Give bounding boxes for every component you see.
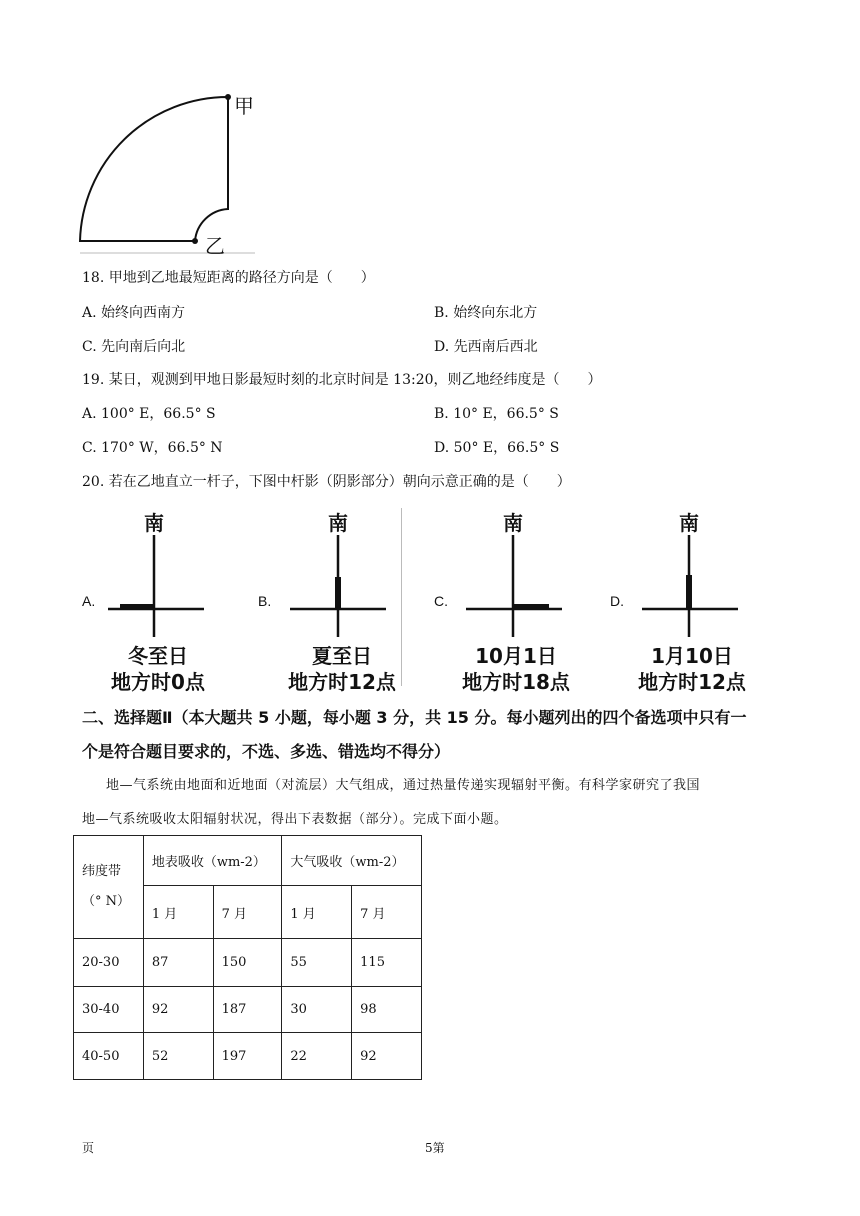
panel-d-south-label: 南 bbox=[679, 511, 699, 535]
panel-d-letter[interactable]: D. bbox=[610, 593, 624, 609]
question-18-option-d[interactable]: D. 先西南后西北 bbox=[434, 339, 538, 355]
panel-b-south-label: 南 bbox=[328, 511, 348, 535]
table-cell: 92 bbox=[352, 1033, 422, 1080]
question-19-option-b[interactable]: B. 10° E，66.5° S bbox=[434, 406, 559, 422]
panel-c-letter[interactable]: C. bbox=[434, 593, 448, 609]
panel-b-shadow bbox=[335, 577, 341, 609]
table-row bbox=[74, 939, 422, 987]
panel-d-caption-time: 地方时12点 bbox=[638, 670, 746, 694]
panel-a-south-label: 南 bbox=[144, 511, 164, 535]
section-2-heading-line2: 个是符合题目要求的，不选、多选、错选均不得分） bbox=[82, 742, 451, 761]
panel-c-south-label: 南 bbox=[503, 511, 523, 535]
question-19-option-c[interactable]: C. 170° W，66.5° N bbox=[82, 440, 223, 456]
question-19-stem: 19. 某日，观测到甲地日影最短时刻的北京时间是 13:20，则乙地经纬度是（ ） bbox=[82, 372, 602, 388]
table-cell: 92 bbox=[143, 987, 213, 1033]
question-18-stem: 18. 甲地到乙地最短距离的路径方向是（ ） bbox=[82, 270, 375, 286]
table-cell: 55 bbox=[282, 939, 352, 987]
panel-c-caption-date: 10月1日 bbox=[475, 644, 557, 668]
table-cell: 22 bbox=[282, 1033, 352, 1080]
question-20-stem: 20. 若在乙地直立一杆子，下图中杆影（阴影部分）朝向示意正确的是（ ） bbox=[82, 474, 571, 490]
table-cell: 87 bbox=[143, 939, 213, 987]
section-2-heading-line1: 二、选择题Ⅱ（本大题共 5 小题，每小题 3 分，共 15 分。每小题列出的四个备选项中只有一 bbox=[82, 708, 747, 727]
panel-b-caption-date: 夏至日 bbox=[312, 644, 372, 668]
subheader-surface-jul: 7 月 bbox=[213, 886, 282, 939]
table-cell: 52 bbox=[143, 1033, 213, 1080]
question-18-option-c[interactable]: C. 先向南后向北 bbox=[82, 339, 186, 355]
panel-d-caption-date: 1月10日 bbox=[651, 644, 733, 668]
point-yi bbox=[192, 238, 198, 244]
panel-c-caption-time: 地方时18点 bbox=[462, 670, 570, 694]
question-19-option-d[interactable]: D. 50° E，66.5° S bbox=[434, 440, 560, 456]
table-cell: 98 bbox=[352, 987, 422, 1033]
question-18-option-b[interactable]: B. 始终向东北方 bbox=[434, 305, 538, 321]
panel-b-diagram bbox=[290, 535, 390, 640]
subheader-atmos-jan: 1 月 bbox=[282, 886, 352, 939]
table-cell: 40-50 bbox=[74, 1033, 144, 1080]
radiation-table bbox=[73, 835, 422, 1080]
label-yi: 乙 bbox=[205, 234, 225, 258]
header-atmosphere-absorption: 大气吸收（wm-2） bbox=[282, 836, 422, 886]
subheader-atmos-jul: 7 月 bbox=[352, 886, 422, 939]
footer-page-number: 5第 bbox=[425, 1141, 445, 1155]
panel-a-caption-date: 冬至日 bbox=[128, 644, 188, 668]
panel-b-caption-time: 地方时12点 bbox=[288, 670, 396, 694]
label-jia: 甲 bbox=[234, 94, 254, 118]
table-cell: 197 bbox=[213, 1033, 282, 1080]
header-latitude-band bbox=[74, 836, 144, 939]
panel-a-diagram bbox=[108, 535, 208, 640]
point-jia bbox=[225, 94, 231, 100]
table-cell: 150 bbox=[213, 939, 282, 987]
panel-d-shadow bbox=[686, 575, 692, 609]
table-row bbox=[74, 987, 422, 1033]
header-surface-absorption: 地表吸收（wm-2） bbox=[143, 836, 282, 886]
table-cell: 20-30 bbox=[74, 939, 144, 987]
passage-line1: 地—气系统由地面和近地面（对流层）大气组成，通过热量传递实现辐射平衡。有科学家研究了我国 bbox=[106, 778, 701, 793]
panel-c-shadow bbox=[513, 604, 549, 610]
sector-shape bbox=[80, 97, 228, 241]
footer-left: 页 bbox=[82, 1141, 95, 1155]
panel-d-diagram bbox=[642, 535, 742, 640]
table-cell: 30-40 bbox=[74, 987, 144, 1033]
question-19-option-a[interactable]: A. 100° E，66.5° S bbox=[82, 406, 216, 422]
subheader-surface-jan: 1 月 bbox=[143, 886, 213, 939]
table-cell: 187 bbox=[213, 987, 282, 1033]
panel-a-shadow bbox=[120, 604, 154, 610]
question-18-option-a[interactable]: A. 始终向西南方 bbox=[82, 305, 186, 321]
panel-b-letter[interactable]: B. bbox=[258, 593, 272, 609]
table-cell: 115 bbox=[352, 939, 422, 987]
passage-line2: 地—气系统吸收太阳辐射状况，得出下表数据（部分）。完成下面小题。 bbox=[82, 812, 508, 827]
panel-a-caption-time: 地方时0点 bbox=[111, 670, 205, 694]
table-row bbox=[74, 1033, 422, 1080]
header-latitude-band-unit: （° N） bbox=[82, 894, 131, 909]
header-latitude-band-label: 纬度带 bbox=[82, 864, 122, 879]
panel-c-diagram bbox=[466, 535, 566, 640]
panel-a-letter[interactable]: A. bbox=[82, 593, 96, 609]
table-cell: 30 bbox=[282, 987, 352, 1033]
